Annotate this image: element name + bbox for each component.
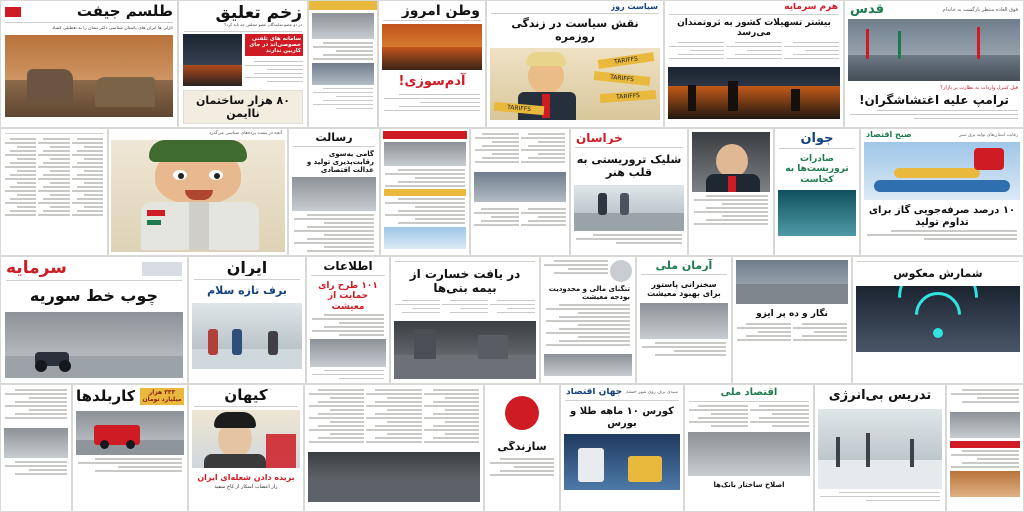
masthead-sazandegi: سازندگی xyxy=(497,441,547,452)
masthead-resalat: رسالت xyxy=(315,131,353,143)
quds-kicker: فوق العاده منتظر بازگشت به خانه‌ام xyxy=(942,6,1018,13)
paper-javan[interactable] xyxy=(774,128,860,256)
photo-sarmaye-thumb xyxy=(142,262,182,276)
photo-row2-mid-bottom xyxy=(384,227,466,249)
paper-daryaft[interactable] xyxy=(390,256,540,384)
paper-keyhan[interactable] xyxy=(188,384,304,512)
tariff-label-1: TARIFFS xyxy=(598,52,655,69)
masthead-haram: هرم سرمایه xyxy=(784,3,838,12)
bullet-2-zakhm: ۸۰ هزار ساختمان ناایمن xyxy=(196,93,290,120)
quds-question: قبل کنترل واردات به نظارت بر بازار؟ xyxy=(940,85,1018,91)
headline-keyhan: بریده دادن شعله‌ای ایران xyxy=(197,473,295,482)
paper-etelaat[interactable] xyxy=(306,256,390,384)
headline-javan: صادرات تروریست‌ها به کجاست xyxy=(785,154,849,185)
paper-sarmaye[interactable] xyxy=(0,256,188,384)
paper-zakhm[interactable] xyxy=(178,0,308,128)
masthead-khorasan: خراسان xyxy=(576,132,623,144)
paper-row2-center[interactable] xyxy=(470,128,570,256)
paper-small-left[interactable] xyxy=(308,0,378,128)
photo-gold-market xyxy=(564,434,680,490)
photo-businessman xyxy=(688,432,810,476)
photo-leader-portrait xyxy=(192,410,300,468)
headline-siasat: نقش سیاست در زندگی روزمره xyxy=(511,17,639,43)
subhead-caricature: آنچه در پشت پرده‌های سیاسی می‌گذرد xyxy=(208,131,282,136)
paper-row4-far-right[interactable] xyxy=(946,384,1024,512)
tariff-label-4: TARIFFS xyxy=(494,102,545,115)
masthead-eqtesad-melli: اقتصاد ملی xyxy=(720,387,778,398)
masthead-javan: جوان xyxy=(800,131,834,145)
photo-night-industry xyxy=(668,67,840,119)
paper-eqtesad-melli[interactable] xyxy=(684,384,814,512)
photo-resalat xyxy=(292,177,376,211)
paper-asr-eqtesad[interactable] xyxy=(540,256,636,384)
masthead-arman: آرمان ملی xyxy=(655,259,713,271)
photo-wifi-signal xyxy=(856,286,1020,352)
masthead-quds: قدس xyxy=(850,3,884,16)
masthead-vatan: وطن امروز xyxy=(401,3,480,18)
photo-caricature xyxy=(111,140,285,252)
photo-snow-people xyxy=(192,303,302,369)
photo-portraits-strip xyxy=(544,354,632,376)
headline-vatan: آدم‌سوزی! xyxy=(398,74,466,89)
paper-row4-far-left[interactable] xyxy=(0,384,72,512)
paper-row2-left[interactable] xyxy=(0,128,108,256)
headline-etelaat: ۱۰۱ طرح رای حمایت از معیشت xyxy=(318,281,378,312)
tariff-label-2: TARIFFS xyxy=(594,71,651,86)
paper-haram-sarmaye[interactable] xyxy=(664,0,844,128)
photo-pipeline xyxy=(864,142,1020,200)
headline-daryaft: در یافت خسارت از بیمه‌ بنی‌ها xyxy=(409,267,521,295)
headline-negah: نگار و ده پر ایزو xyxy=(756,309,828,319)
headline-haram: بیشتر تسهیلات کشور به ثروتمندان می‌رسد xyxy=(677,18,831,39)
subhead-zakhm: در دو عضو نمایندگان عضو مجلس چه باید کرد؟ xyxy=(224,22,302,27)
photo-meeting-hall xyxy=(640,303,728,339)
masthead-iran: ایران xyxy=(226,258,268,276)
headline-resalat: گامی به‌سوی رقابت‌پذیری تولید و عدالت اقتصادی xyxy=(306,150,374,175)
headline-arman: سخنرانی پاستور برای بهبود معیشت xyxy=(647,280,721,299)
photo-crowd-flags xyxy=(848,19,1020,81)
paper-resalat[interactable] xyxy=(288,128,380,256)
paper-khorasan[interactable] xyxy=(570,128,688,256)
badge-kaarbaladha: ۳۳۳ هزار میلیارد تومان xyxy=(140,388,184,405)
masthead-keyhan: کیهان xyxy=(224,386,268,403)
subhead-tilism: نازلی ها ایران های باستان شناسی دکتر نشان را به تعطیلی گشاد xyxy=(52,26,173,31)
photo-row4-industrial xyxy=(308,452,480,502)
photo-politician xyxy=(692,132,770,192)
headline-kaarbaladha: کاربلدها xyxy=(76,388,136,405)
paper-negah[interactable] xyxy=(732,256,852,384)
paper-arman-melli[interactable] xyxy=(636,256,732,384)
jahan-kicker: سیدی برف روی شهر خسته xyxy=(626,390,678,395)
headline-shomaresh: شمارش معکوس xyxy=(893,267,983,280)
paper-siasat-rooz[interactable] xyxy=(486,0,664,128)
subhead-keyhan: راز اعصاب اسکار از کاخ سفید xyxy=(214,484,278,491)
photo-handshake xyxy=(736,260,848,304)
photo-small-mid xyxy=(312,63,374,85)
paper-kaarbaladha[interactable] xyxy=(72,384,188,512)
sobh-kicker: رقابت استان‌های تولید برق سبز xyxy=(959,132,1018,138)
paper-vatan-emrooz[interactable] xyxy=(378,0,486,128)
masthead-tilism: طلسم جیفت xyxy=(76,4,173,19)
paper-tilism[interactable] xyxy=(0,0,178,128)
tariff-label-3: TARIFFS xyxy=(600,90,656,103)
paper-caricature[interactable] xyxy=(108,128,288,256)
paper-jahan-eqtesad[interactable] xyxy=(560,384,684,512)
bullet-1-zakhm: سامانه های تلفنی خصوصی‌اند در جای کاربین ندارند xyxy=(245,34,304,56)
photo-rocky-landscape xyxy=(5,35,173,117)
headline-sarmaye: چوب خط سوریه xyxy=(29,286,159,305)
photo-street-winter xyxy=(574,185,684,231)
headline-sobh: ۱۰ درصد صرفه‌جویی گاز برای تداوم تولید xyxy=(868,205,1016,228)
masthead-etelaat: اطلاعات xyxy=(323,259,373,272)
paper-sobh-eqtesad[interactable] xyxy=(860,128,1024,256)
headline-tadris: تدریس بی‌انرژی xyxy=(828,388,932,403)
paper-shomaresh[interactable] xyxy=(852,256,1024,384)
avatar xyxy=(610,260,632,282)
paper-sazandegi[interactable] xyxy=(484,384,560,512)
flag-icon xyxy=(5,7,21,17)
photo-row4-left xyxy=(4,428,68,458)
headline-jahan: کورس ۱۰ ماهه طلا و بورس xyxy=(570,406,674,429)
photo-small-top xyxy=(312,13,374,39)
masthead-jahan: جهان اقتصاد xyxy=(566,388,623,397)
paper-quds[interactable] xyxy=(844,0,1024,128)
photo-truck-road xyxy=(76,411,184,455)
photo-official-meeting xyxy=(310,339,386,367)
headline-iran: برف تازه سلام xyxy=(207,284,287,297)
headline-khorasan: شلیک تروریستی به قلب هنر xyxy=(576,153,682,179)
masthead-siasat: سیاست روز xyxy=(610,3,658,11)
paper-iran[interactable] xyxy=(188,256,306,384)
headline-quds: ترامپ علیه اغتشاشگران! xyxy=(859,93,1009,107)
photo-row4-right-top xyxy=(950,412,1020,438)
paper-javan-photo[interactable] xyxy=(688,128,774,256)
masthead-sobh: صبح اقتصاد xyxy=(866,131,912,139)
photo-snow-trees xyxy=(818,409,942,489)
sazandegi-logo-icon xyxy=(505,396,539,430)
photo-row2-mid-top xyxy=(384,142,466,166)
paper-row2-mid[interactable] xyxy=(380,128,470,256)
paper-tadris[interactable] xyxy=(814,384,946,512)
photo-row4-right-bottom xyxy=(950,471,1020,497)
photo-night-fire xyxy=(183,34,242,86)
photo-javan xyxy=(778,190,856,236)
paper-row4-text[interactable] xyxy=(304,384,484,512)
photo-row2-center xyxy=(474,172,566,202)
masthead-sarmaye: سرمایه xyxy=(6,260,67,277)
headline-eqtesad-melli: اصلاح ساختار بانک‌ها xyxy=(713,481,785,489)
photo-motorcycle-street xyxy=(5,312,183,378)
photo-fire-crowd xyxy=(382,24,482,70)
photo-trump-tariffs xyxy=(490,48,660,120)
masthead-zakhm: زخم تعلیق xyxy=(215,3,302,22)
headline-asr: تنگنای مالی و محدودیت بودجه معیشت xyxy=(548,285,630,302)
photo-damage-site xyxy=(394,321,536,379)
